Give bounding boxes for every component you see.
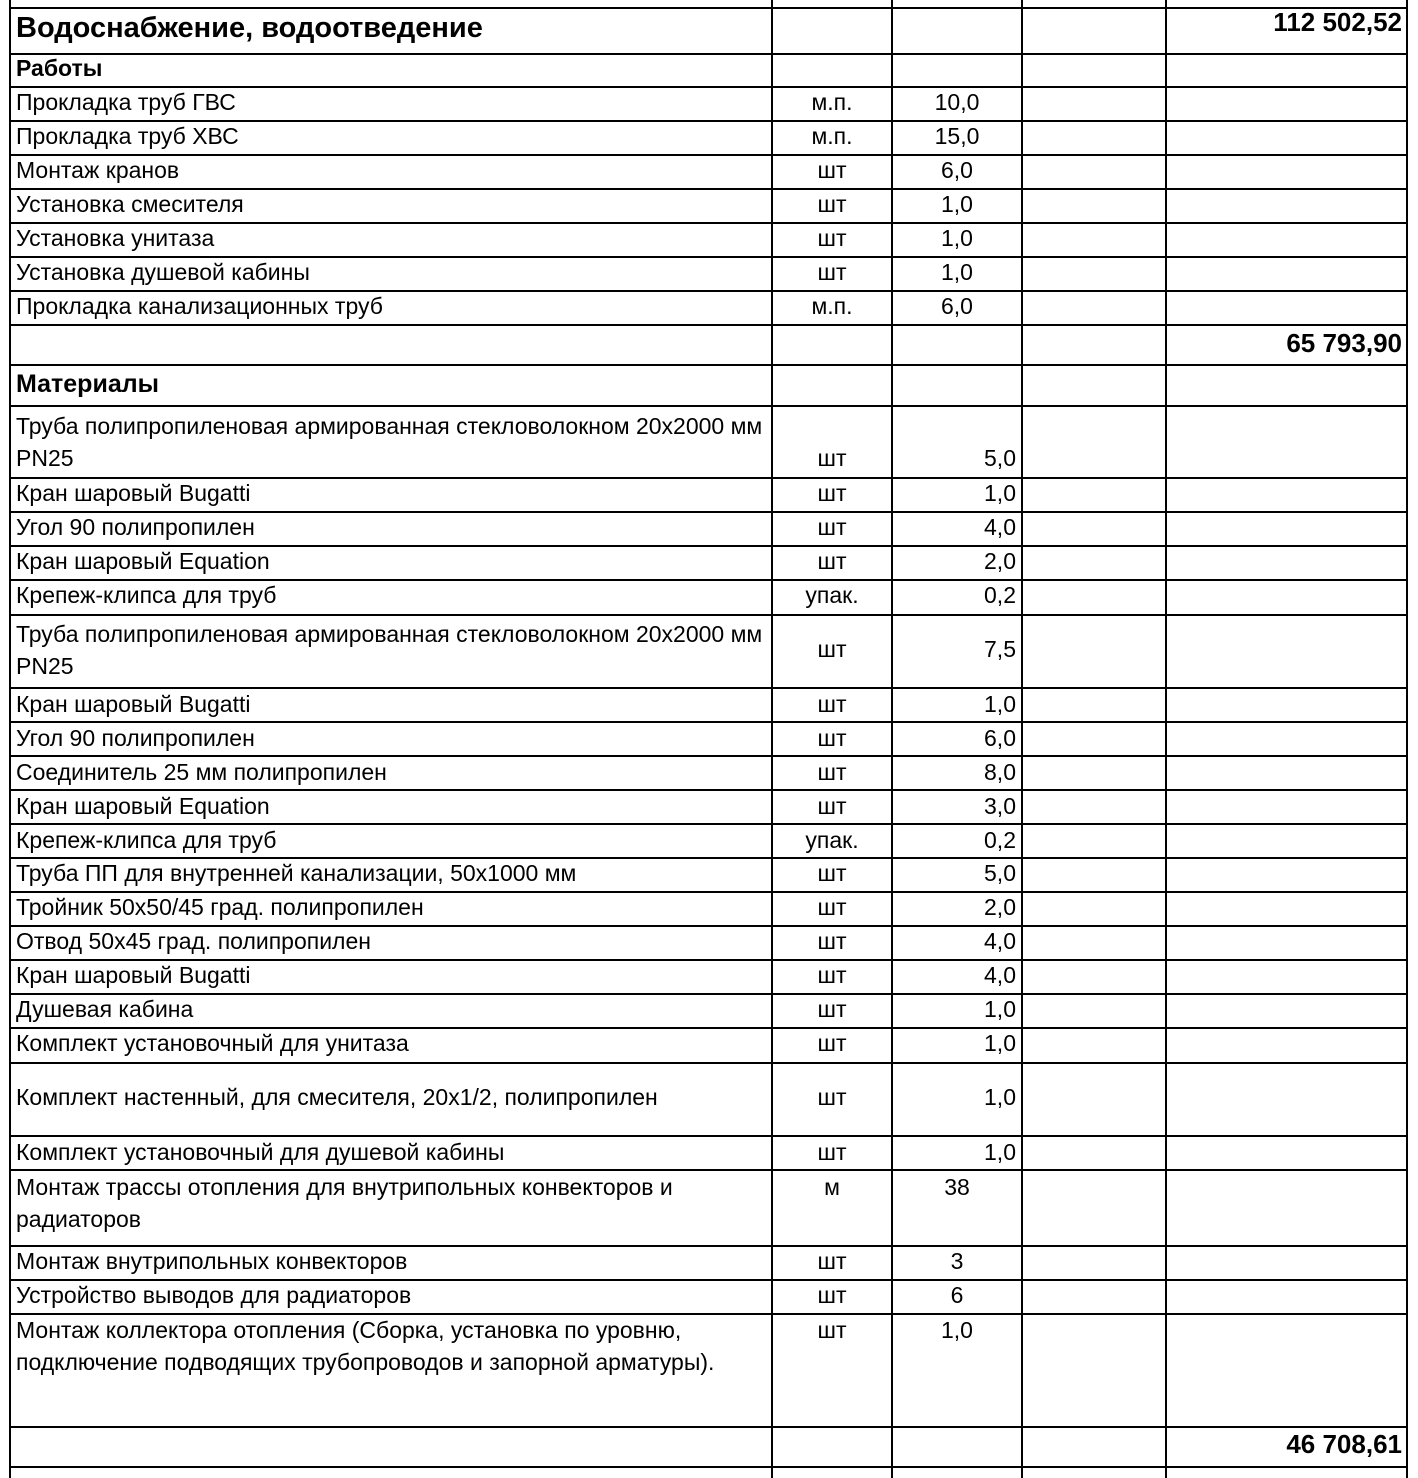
materials-item-qty: 1,0 [984, 1030, 1016, 1056]
materials-item-qty: 2,0 [984, 548, 1016, 574]
materials-item-unit: шт [817, 793, 847, 819]
works-item-name: Прокладка труб ГВС [16, 89, 236, 115]
materials-item-unit: шт [817, 725, 847, 751]
materials-item-qty: 6,0 [984, 725, 1016, 751]
works-item-qty: 1,0 [941, 191, 973, 217]
materials-item-name: Устройство выводов для радиаторов [16, 1282, 412, 1308]
materials-item-name: Кран шаровый Bugatti [16, 480, 251, 506]
materials-item-qty: 7,5 [984, 636, 1016, 662]
materials-item-name: Комплект настенный, для смесителя, 20х1/2, полипропилен [16, 1084, 658, 1110]
grid-line [10, 324, 1408, 326]
materials-item-name: Кран шаровый Equation [16, 548, 270, 574]
materials-item-qty: 38 [944, 1174, 970, 1200]
materials-item-qty: 1,0 [984, 1084, 1016, 1110]
works-item-name: Монтаж кранов [16, 157, 180, 183]
materials-item-name: Труба ПП для внутренней канализации, 50х1000 мм [16, 860, 577, 886]
materials-item-unit: шт [817, 1139, 847, 1165]
grid-line [1165, 0, 1167, 1478]
materials-item-qty: 5,0 [984, 860, 1016, 886]
materials-item-unit: шт [817, 1282, 847, 1308]
works-item-name: Установка унитаза [16, 225, 215, 251]
materials-item-name: Соединитель 25 мм полипропилен [16, 759, 387, 785]
materials-item-unit: шт [817, 691, 847, 717]
works-heading: Работы [16, 55, 103, 81]
materials-item-unit: шт [817, 1084, 847, 1110]
grid-line [10, 405, 1408, 407]
works-item-unit: м.п. [811, 89, 853, 115]
materials-item-unit: шт [817, 759, 847, 785]
materials-item-name: Кран шаровый Bugatti [16, 962, 251, 988]
materials-item-qty: 8,0 [984, 759, 1016, 785]
works-item-unit: м.п. [811, 293, 853, 319]
grid-line [1406, 0, 1408, 1478]
materials-item-qty: 3,0 [984, 793, 1016, 819]
works-item-unit: шт [817, 157, 847, 183]
grid-line [891, 0, 893, 1478]
works-item-qty: 6,0 [941, 293, 973, 319]
materials-item-unit: упак. [805, 827, 859, 853]
materials-item-unit: шт [817, 514, 847, 540]
materials-item-name: Монтаж коллектора отопления (Сборка, установка по уровню, подключение подводящих трубопроводов и запорной арматуры). [16, 1317, 715, 1375]
works-item-name: Прокладка канализационных труб [16, 293, 383, 319]
materials-item-qty: 0,2 [984, 827, 1016, 853]
grid-line [771, 0, 773, 1478]
materials-item-name: Отвод 50х45 град. полипропилен [16, 928, 371, 954]
materials-item-unit: шт [817, 636, 847, 662]
materials-item-name: Труба полипропиленовая армированная стекловолокном 20х2000 мм PN25 [16, 621, 763, 679]
materials-heading: Материалы [16, 370, 159, 398]
works-item-name: Установка смесителя [16, 191, 244, 217]
materials-item-name: Труба полипропиленовая армированная стекловолокном 20х2000 мм PN25 [16, 413, 763, 471]
materials-item-name: Крепеж-клипса для труб [16, 827, 277, 853]
materials-item-qty: 1,0 [984, 1139, 1016, 1165]
materials-item-qty: 1,0 [941, 1317, 973, 1343]
materials-item-name: Угол 90 полипропилен [16, 514, 255, 540]
materials-item-name: Крепеж-клипса для труб [16, 582, 277, 608]
works-item-unit: шт [817, 259, 847, 285]
materials-item-unit: упак. [805, 582, 859, 608]
materials-item-name: Душевая кабина [16, 996, 194, 1022]
grand-total: 112 502,52 [1273, 7, 1402, 37]
materials-item-unit: шт [817, 445, 847, 471]
works-item-qty: 15,0 [934, 123, 980, 149]
materials-item-qty: 2,0 [984, 894, 1016, 920]
page-title: Водоснабжение, водоотведение [16, 12, 483, 44]
grid-line [10, 1062, 1408, 1064]
works-total: 65 793,90 [1286, 328, 1402, 358]
works-item-qty: 1,0 [941, 259, 973, 285]
materials-item-qty: 6 [950, 1282, 964, 1308]
materials-item-unit: м [824, 1174, 840, 1200]
materials-item-unit: шт [817, 928, 847, 954]
materials-item-name: Кран шаровый Equation [16, 793, 270, 819]
materials-item-qty: 3 [950, 1248, 964, 1274]
materials-item-unit: шт [817, 996, 847, 1022]
works-item-name: Прокладка труб ХВС [16, 123, 239, 149]
materials-item-qty: 4,0 [984, 962, 1016, 988]
materials-item-unit: шт [817, 1248, 847, 1274]
materials-item-unit: шт [817, 962, 847, 988]
works-item-qty: 10,0 [934, 89, 980, 115]
works-item-name: Установка душевой кабины [16, 259, 310, 285]
works-item-unit: шт [817, 225, 847, 251]
materials-item-name: Комплект установочный для душевой кабины [16, 1139, 505, 1165]
materials-item-name: Кран шаровый Bugatti [16, 691, 251, 717]
works-item-unit: м.п. [811, 123, 853, 149]
grid-line [10, 364, 1408, 366]
materials-item-unit: шт [817, 894, 847, 920]
materials-item-qty: 5,0 [984, 445, 1016, 471]
works-item-qty: 1,0 [941, 225, 973, 251]
materials-total: 46 708,61 [1286, 1429, 1402, 1459]
materials-item-qty: 1,0 [984, 691, 1016, 717]
grid-line [10, 614, 1408, 616]
materials-item-name: Монтаж трассы отопления для внутрипольных конвекторов и радиаторов [16, 1174, 673, 1232]
works-item-unit: шт [817, 191, 847, 217]
materials-item-qty: 4,0 [984, 514, 1016, 540]
materials-item-qty: 0,2 [984, 582, 1016, 608]
materials-item-name: Монтаж внутрипольных конвекторов [16, 1248, 408, 1274]
materials-item-qty: 1,0 [984, 480, 1016, 506]
works-item-qty: 6,0 [941, 157, 973, 183]
materials-item-unit: шт [817, 1030, 847, 1056]
grid-line [1021, 0, 1023, 1478]
materials-item-qty: 1,0 [984, 996, 1016, 1022]
materials-item-name: Угол 90 полипропилен [16, 725, 255, 751]
materials-item-qty: 4,0 [984, 928, 1016, 954]
materials-item-unit: шт [817, 860, 847, 886]
materials-item-unit: шт [817, 480, 847, 506]
grid-line [9, 0, 11, 1478]
materials-item-unit: шт [817, 548, 847, 574]
materials-item-unit: шт [817, 1317, 847, 1343]
grid-line [10, 1466, 1408, 1468]
materials-item-name: Комплект установочный для унитаза [16, 1030, 409, 1056]
materials-item-name: Тройник 50х50/45 град. полипропилен [16, 894, 424, 920]
